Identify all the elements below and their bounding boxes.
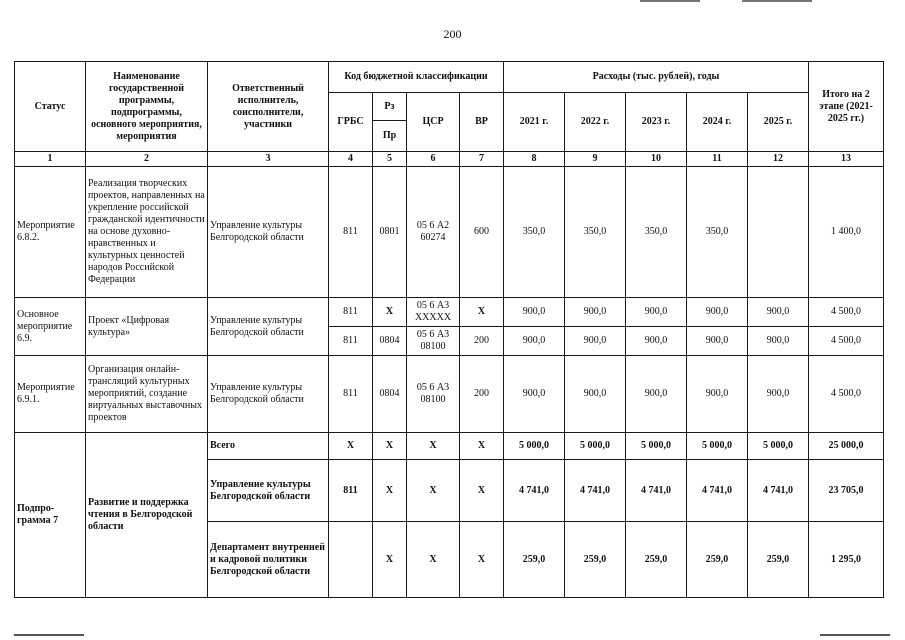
row-status: Подпро-грамма 7 <box>15 433 86 598</box>
cell-vr: 600 <box>460 167 504 298</box>
cell-total: 25 000,0 <box>809 433 884 460</box>
cell-2022: 259,0 <box>565 522 626 598</box>
cell-csr: 05 6 А3 ХХХХХ <box>407 298 460 327</box>
column-number: 6 <box>407 152 460 167</box>
cell-2025: 900,0 <box>748 356 809 433</box>
cell-2022: 4 741,0 <box>565 460 626 522</box>
cell-total: 4 500,0 <box>809 356 884 433</box>
cell-grbs: 811 <box>329 327 373 356</box>
cell-2025 <box>748 167 809 298</box>
cell-grbs <box>329 522 373 598</box>
cell-rzpr: Х <box>373 522 407 598</box>
header-2025: 2025 г. <box>748 93 809 152</box>
header-2024: 2024 г. <box>687 93 748 152</box>
header-2022: 2022 г. <box>565 93 626 152</box>
cell-csr: Х <box>407 460 460 522</box>
cell-2021: 5 000,0 <box>504 433 565 460</box>
column-number: 1 <box>15 152 86 167</box>
cell-2024: 900,0 <box>687 298 748 327</box>
cell-2022: 5 000,0 <box>565 433 626 460</box>
cell-grbs: 811 <box>329 298 373 327</box>
cell-grbs: 811 <box>329 460 373 522</box>
header-expenses: Расходы (тыс. рублей), годы <box>504 62 809 93</box>
cell-2021: 900,0 <box>504 327 565 356</box>
header-grbs: ГРБС <box>329 93 373 152</box>
cell-2022: 350,0 <box>565 167 626 298</box>
cell-csr: Х <box>407 522 460 598</box>
scan-artifact <box>742 0 812 2</box>
table-row <box>15 167 884 298</box>
cell-rzpr: 0804 <box>373 356 407 433</box>
cell-rzpr: Х <box>373 460 407 522</box>
header-budget-code: Код бюджетной классификации <box>329 62 504 93</box>
table-row <box>15 298 884 327</box>
cell-total: 4 500,0 <box>809 298 884 327</box>
header-2021: 2021 г. <box>504 93 565 152</box>
row-executor: Департамент внутренней и кадровой политики Белгородской области <box>208 522 329 598</box>
header-2023: 2023 г. <box>626 93 687 152</box>
row-name: Проект «Цифровая культура» <box>86 298 208 356</box>
row-executor: Управление культуры Белгородской области <box>208 356 329 433</box>
header-executor: Ответственный исполнитель, соисполнители, участники <box>208 62 329 152</box>
cell-2024: 900,0 <box>687 327 748 356</box>
header-rz: Рз <box>373 93 407 121</box>
cell-2022: 900,0 <box>565 327 626 356</box>
cell-2024: 900,0 <box>687 356 748 433</box>
column-number: 7 <box>460 152 504 167</box>
cell-2023: 350,0 <box>626 167 687 298</box>
cell-2021: 350,0 <box>504 167 565 298</box>
column-number: 10 <box>626 152 687 167</box>
budget-table <box>14 61 884 598</box>
cell-2025: 4 741,0 <box>748 460 809 522</box>
cell-2022: 900,0 <box>565 298 626 327</box>
cell-2024: 259,0 <box>687 522 748 598</box>
row-name: Реализация творческих проектов, направленных на укрепление российской гражданской идентичности на основе духовно-нравственных и культурных ценностей народов Российской Федерации <box>86 167 208 298</box>
cell-csr: 05 6 А3 08100 <box>407 356 460 433</box>
scan-artifact <box>14 634 84 636</box>
cell-2023: 4 741,0 <box>626 460 687 522</box>
cell-2024: 5 000,0 <box>687 433 748 460</box>
row-status: Мероприятие 6.8.2. <box>15 167 86 298</box>
header-status: Статус <box>15 62 86 152</box>
cell-total: 23 705,0 <box>809 460 884 522</box>
cell-2024: 4 741,0 <box>687 460 748 522</box>
row-status: Мероприятие 6.9.1. <box>15 356 86 433</box>
cell-grbs: 811 <box>329 167 373 298</box>
cell-csr: Х <box>407 433 460 460</box>
cell-2022: 900,0 <box>565 356 626 433</box>
cell-grbs: Х <box>329 433 373 460</box>
cell-total: 4 500,0 <box>809 327 884 356</box>
row-executor: Всего <box>208 433 329 460</box>
cell-2025: 259,0 <box>748 522 809 598</box>
row-executor: Управление культуры Белгородской области <box>208 460 329 522</box>
cell-2025: 900,0 <box>748 298 809 327</box>
cell-2023: 900,0 <box>626 356 687 433</box>
cell-total: 1 295,0 <box>809 522 884 598</box>
column-number-row <box>15 152 884 167</box>
row-status: Основное мероприятие 6.9. <box>15 298 86 356</box>
header-vr: ВР <box>460 93 504 152</box>
column-number: 11 <box>687 152 748 167</box>
column-number: 8 <box>504 152 565 167</box>
row-name: Организация онлайн-трансляций культурных мероприятий, создание виртуальных выставочных проектов <box>86 356 208 433</box>
header-pr: Пр <box>373 121 407 152</box>
cell-rzpr: Х <box>373 298 407 327</box>
cell-2023: 5 000,0 <box>626 433 687 460</box>
cell-vr: Х <box>460 522 504 598</box>
cell-vr: Х <box>460 298 504 327</box>
cell-rzpr: 0804 <box>373 327 407 356</box>
cell-2021: 900,0 <box>504 298 565 327</box>
column-number: 12 <box>748 152 809 167</box>
column-number: 2 <box>86 152 208 167</box>
cell-vr: 200 <box>460 327 504 356</box>
cell-2023: 900,0 <box>626 298 687 327</box>
page-number: 200 <box>443 27 462 41</box>
column-number: 3 <box>208 152 329 167</box>
table-row <box>15 356 884 433</box>
header-csr: ЦСР <box>407 93 460 152</box>
scan-artifact <box>640 0 700 2</box>
table-row <box>15 433 884 460</box>
cell-rzpr: Х <box>373 433 407 460</box>
cell-2023: 259,0 <box>626 522 687 598</box>
cell-vr: 200 <box>460 356 504 433</box>
cell-2021: 259,0 <box>504 522 565 598</box>
header-total: Итого на 2 этапе (2021-2025 гг.) <box>809 62 884 152</box>
cell-rzpr: 0801 <box>373 167 407 298</box>
cell-csr: 05 6 А2 60274 <box>407 167 460 298</box>
cell-2021: 4 741,0 <box>504 460 565 522</box>
column-number: 13 <box>809 152 884 167</box>
row-executor: Управление культуры Белгородской области <box>208 298 329 356</box>
row-name: Развитие и поддержка чтения в Белгородской области <box>86 433 208 598</box>
cell-2025: 900,0 <box>748 327 809 356</box>
cell-vr: Х <box>460 460 504 522</box>
cell-grbs: 811 <box>329 356 373 433</box>
cell-2025: 5 000,0 <box>748 433 809 460</box>
column-number: 5 <box>373 152 407 167</box>
cell-2023: 900,0 <box>626 327 687 356</box>
cell-csr: 05 6 А3 08100 <box>407 327 460 356</box>
column-number: 4 <box>329 152 373 167</box>
scan-artifact <box>820 634 890 636</box>
cell-vr: Х <box>460 433 504 460</box>
row-executor: Управление культуры Белгородской области <box>208 167 329 298</box>
cell-total: 1 400,0 <box>809 167 884 298</box>
column-number: 9 <box>565 152 626 167</box>
cell-2021: 900,0 <box>504 356 565 433</box>
cell-2024: 350,0 <box>687 167 748 298</box>
header-program-name: Наименование государственной программы, подпрограммы, основного мероприятия, мероприятия <box>86 62 208 152</box>
